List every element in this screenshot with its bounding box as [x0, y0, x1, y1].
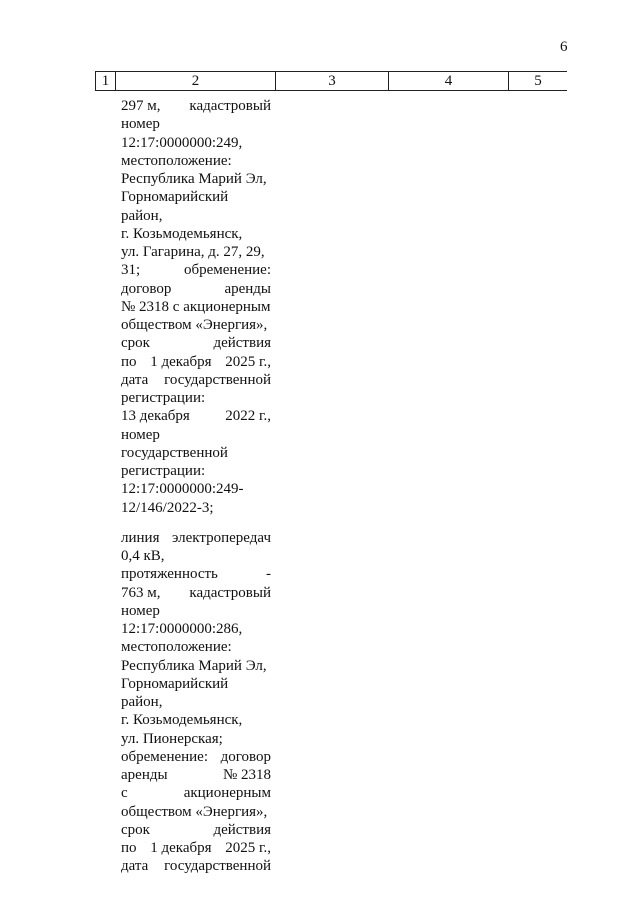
table-header-row	[95, 71, 567, 91]
column-header-1: 1	[95, 72, 116, 90]
column-header-3: 3	[276, 72, 389, 90]
column-header-2: 2	[116, 72, 276, 90]
column-header-5: 5	[534, 73, 542, 89]
property-entry-1: 297 м, кадастровый номер 12:17:0000000:249, местоположение: Республика Марий Эл, Горномарийский район, г. Козьмодемьянск, ул. Гагарина, д. 27, 29, 31; обременение: договор аренды № 2318 с акционерным обществом «Энергия», срок действия по 1 декабря 2025 г., дата государственной регистрации: 13 декабря 2022 г., номер государственной регистрации: 12:17:0000000:249- 12/146/2022-3;	[121, 98, 271, 516]
property-entry-2: линия электропередач 0,4 кВ, протяженность - 763 м, кадастровый номер 12:17:0000000:286, местоположение: Республика Марий Эл, Горномарийский район, г. Козьмодемьянск, ул. Пионерская; обременение: договор аренды № 2318 с акционерным обществом «Энергия», срок действия по 1 декабря 2025 г., дата государственной	[121, 529, 271, 875]
column-2-cell-text	[121, 97, 271, 876]
entry-spacer	[121, 517, 271, 529]
column-header-4: 4	[389, 72, 509, 90]
page-number: 6	[560, 39, 568, 55]
